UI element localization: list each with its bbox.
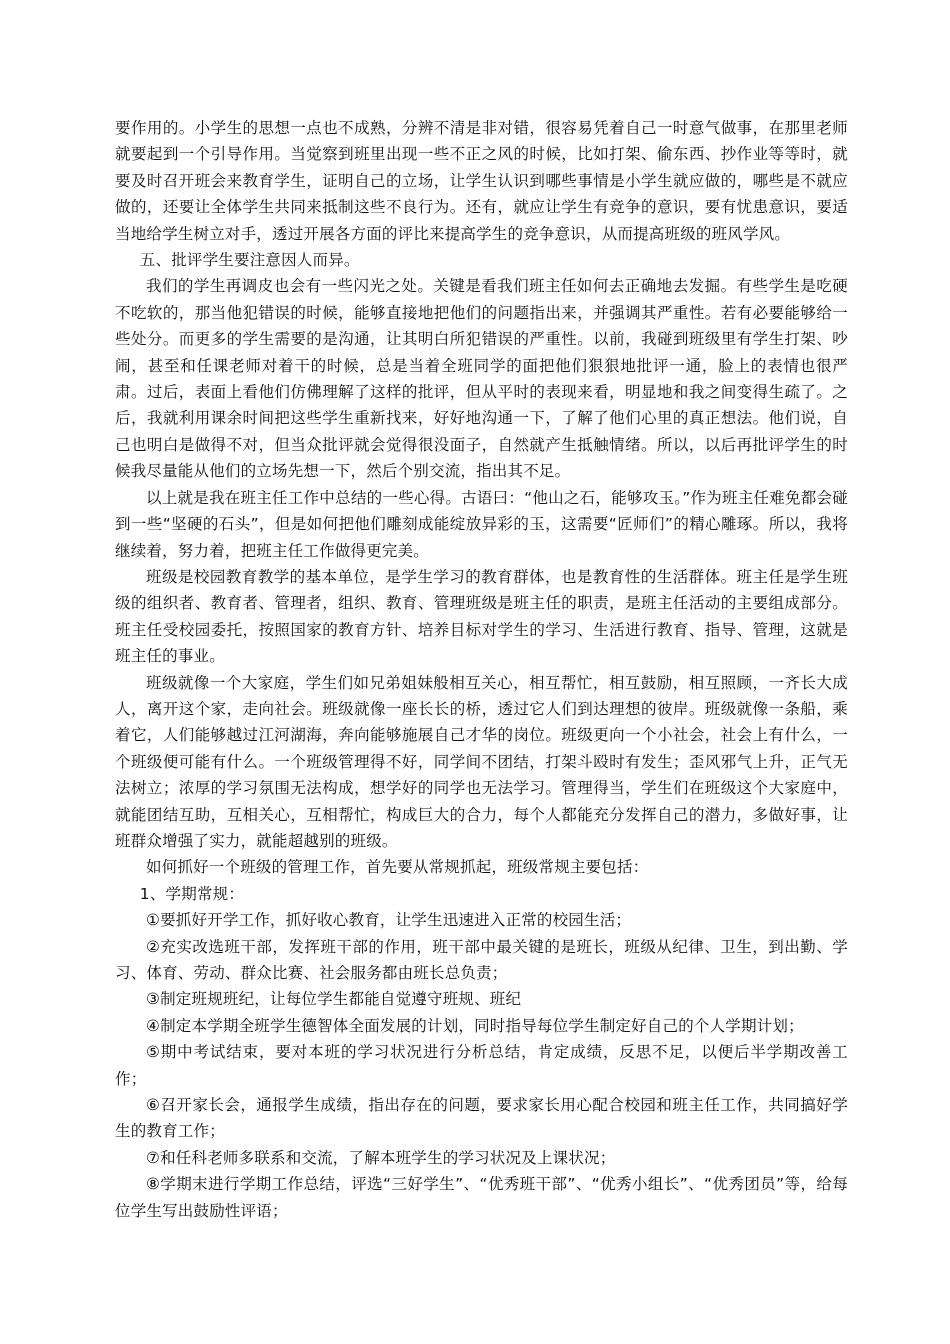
document-body	[115, 115, 848, 1224]
list-item: ⑦和任科老师多联系和交流，了解本班学生的学习状况及上课状况；	[146, 1148, 616, 1167]
paragraph-continuation: 要作用的。小学生的思想一点也不成熟，分辨不清是非对错，很容易凭着自己一时意气做事，在那里老师就要起到一个引导作用。当觉察到班里出现一些不正之风的时候，比如打架、偷东西、抄作业等等时，就要及时召开班会来教育学生，证明自己的立场，让学生认识到哪些事情是小学生就应做的，哪些是不就应做的，还要让全体学生共同来抵制这些不良行为。还有，就应让学生有竞争的意识，要有忧患意识，要适当地给学生树立对手，透过开展各方面的评比来提高学生的竞争意识，从而提高班级的班风学风。	[115, 119, 848, 243]
list-item: ②充实改选班干部，发挥班干部的作用，班干部中最关键的是班长，班级从纪律、卫生，到出勤、学习、体育、劳动、群众比赛、社会服务都由班长总负责；	[115, 937, 848, 982]
section-heading-five: 五、批评学生要注意因人而异。	[139, 251, 360, 270]
paragraph-class-family: 班级就像一个大家庭，学生们如兄弟姐妹般相互关心，相互帮忙，相互鼓励，相互照顾，一齐长大成人，离开这个家，走向社会。班级就像一座长长的桥，透过它人们到达理想的彼岸。班级就像一条船，乘着它，人们能够越过江河湖海，奔向能够施展自己才华的岗位。班级更向一个小社会，社会上有什么，一个班级便可能有什么。一个班级管理得不好，同学间不团结，打架斗殴时有发生；歪风邪气上升，正气无法树立；浓厚的学习氛围无法构成，想学好的同学也无法学习。管理得当，学生们在班级这个大家庭中，就能团结互助，互相关心，互相帮忙，构成巨大的合力，每个人都能充分发挥自己的潜力，多做好事，让班群众增强了实力，就能超越别的班级。	[115, 673, 848, 850]
paragraph-summary: 以上就是我在班主任工作中总结的一些心得。古语曰：“他山之石，能够攻玉。”作为班主任难免都会碰到一些“坚硬的石头”，但是如何把他们雕刻成能绽放异彩的玉，这需要“匠师们”的精心雕琢。所以，我将继续着，努力着，把班主任工作做得更完美。	[115, 488, 848, 560]
list-item: ⑧学期末进行学期工作总结，评选“三好学生”、“优秀班干部”、“优秀小组长”、“优秀团员”等，给每位学生写出鼓励性评语；	[115, 1175, 848, 1220]
list-item: ④制定本学期全班学生德智体全面发展的计划，同时指导每位学生制定好自己的个人学期计划；	[146, 1016, 804, 1035]
list-item: ③制定班规班纪，让每位学生都能自觉遵守班规、班纪	[146, 990, 522, 1009]
list-item: ⑤期中考试结束，要对本班的学习状况进行分析总结，肯定成绩，反思不足，以便后半学期改善工作；	[115, 1043, 848, 1088]
list-item: ⑥召开家长会，通报学生成绩，指出存在的问题，要求家长用心配合校园和班主任工作，共同搞好学生的教育工作；	[115, 1096, 848, 1141]
paragraph-routine-intro: 如何抓好一个班级的管理工作，首先要从常规抓起，班级常规主要包括：	[146, 858, 649, 877]
paragraph-class-unit: 班级是校园教育教学的基本单位，是学生学习的教育群体，也是教育性的生活群体。班主任是学生班级的组织者、教育者、管理者，组织、教育、管理班级是班主任的职责，是班主任活动的主要组成部分。班主任受校园委托，按照国家的教育方针、培养目标对学生的学习、生活进行教育、指导、管理，这就是班主任的事业。	[115, 567, 848, 666]
list-item: ①要抓好开学工作，抓好收心教育，让学生迅速进入正常的校园生活；	[146, 911, 632, 930]
list-heading-semester: 1、学期常规：	[139, 884, 245, 903]
paragraph-criticism: 我们的学生再调皮也会有一些闪光之处。关键是看我们班主任如何去正确地去发掘。有些学生是吃硬不吃软的，那当他犯错误的时候，能够直接地把他们的问题指出来，并强调其严重性。若有必要能够给一些处分。而更多的学生需要的是沟通，让其明白所犯错误的严重性。以前，我碰到班级里有学生打架、吵闹，甚至和任课老师对着干的时候，总是当着全班同学的面把他们狠狠地批评一通，脸上的表情也很严肃。过后，表面上看他们仿佛理解了这样的批评，但从平时的表现来看，明显地和我之间变得生疏了。之后，我就利用课余时间把这些学生重新找来，好好地沟通一下，了解了他们心里的真正想法。他们说，自己也明白是做得不对，但当众批评就会觉得很没面子，自然就产生抵触情绪。所以，以后再批评学生的时候我尽量能从他们的立场先想一下，然后个别交流，指出其不足。	[115, 277, 848, 481]
